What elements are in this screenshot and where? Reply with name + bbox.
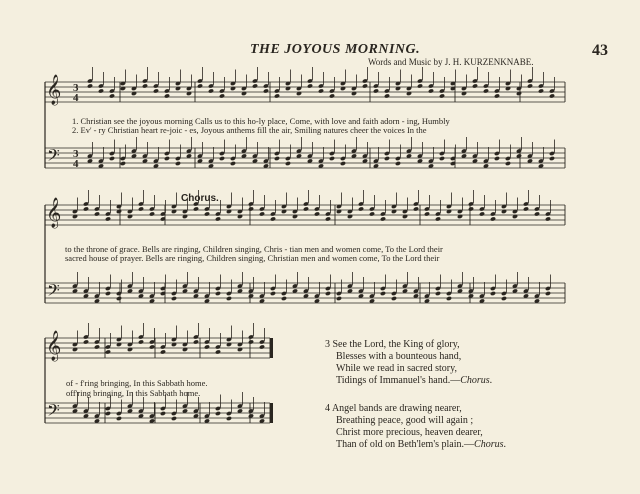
note-head	[395, 161, 401, 166]
note-head	[87, 83, 93, 88]
note-head	[259, 211, 265, 216]
note-head	[215, 291, 221, 296]
note-head	[160, 411, 166, 416]
note-head	[193, 339, 199, 344]
note-head	[435, 291, 441, 296]
lyric-line-s1-1: 1. Christian see the joyous morning Calls us to this ho-ly place, Come, with love and faith adorn - ing, Humbly	[72, 116, 450, 126]
note-head	[138, 339, 144, 344]
note-head	[204, 211, 210, 216]
note-head	[325, 291, 331, 296]
note-head	[538, 88, 544, 93]
note-head	[208, 88, 214, 93]
chorus-ref: Chorus	[474, 439, 504, 450]
note-head	[391, 296, 397, 301]
note-head	[373, 88, 379, 93]
note-head	[439, 156, 445, 161]
note-head	[160, 349, 166, 354]
note-head	[549, 93, 555, 98]
time-signature-bottom: 4	[73, 92, 79, 104]
bass-clef: 𝄢	[47, 280, 60, 304]
note-head	[164, 93, 170, 98]
note-head	[226, 296, 232, 301]
note-head	[149, 344, 155, 349]
note-head	[325, 216, 331, 221]
note-head	[384, 156, 390, 161]
note-head	[193, 206, 199, 211]
note-head	[94, 344, 100, 349]
note-head	[204, 344, 210, 349]
note-head	[153, 88, 159, 93]
note-head	[369, 211, 375, 216]
note-head	[490, 291, 496, 296]
note-head	[197, 83, 203, 88]
note-head	[109, 93, 115, 98]
note-head	[307, 83, 313, 88]
final-barline	[270, 403, 273, 423]
note-head	[149, 211, 155, 216]
treble-clef: 𝄞	[46, 331, 62, 361]
note-head	[116, 296, 122, 301]
note-head	[545, 291, 551, 296]
note-head	[105, 411, 111, 416]
lyric-line-s3-2: off'ring bringing, In this Sabbath home.	[66, 388, 201, 398]
verse-line: 3 See the Lord, the King of glory,	[325, 339, 460, 350]
note-head	[142, 83, 148, 88]
note-head	[501, 296, 507, 301]
note-head	[219, 93, 225, 98]
treble-clef: 𝄞	[46, 75, 62, 105]
time-signature-bottom: 4	[73, 158, 79, 170]
verse-line: 4 Angel bands are drawing nearer,	[325, 403, 462, 414]
note-head	[380, 216, 386, 221]
verse-line-with-chorus: Than of old on Beth'lem's plain.—Chorus.	[336, 439, 506, 450]
chorus-ref: Chorus	[460, 375, 490, 386]
time-signature-top: 3	[73, 82, 79, 94]
note-head	[226, 416, 232, 421]
note-head	[527, 83, 533, 88]
note-head	[523, 206, 529, 211]
note-head	[274, 156, 280, 161]
bass-clef: 𝄢	[47, 400, 60, 424]
note-head	[329, 93, 335, 98]
note-head	[472, 83, 478, 88]
note-head	[314, 211, 320, 216]
note-head	[494, 93, 500, 98]
note-head	[417, 83, 423, 88]
note-head	[259, 344, 265, 349]
verse-line-with-chorus: Tidings of Immanuel's hand.—Chorus.	[336, 375, 493, 386]
note-head	[380, 291, 386, 296]
note-head	[424, 211, 430, 216]
note-head	[534, 211, 540, 216]
note-head	[468, 206, 474, 211]
note-head	[105, 216, 111, 221]
verse-line: Christ more precious, heaven dearer,	[336, 427, 483, 438]
note-head	[252, 83, 258, 88]
note-head	[446, 296, 452, 301]
chorus-label: Chorus.	[181, 193, 219, 204]
note-head	[358, 206, 364, 211]
note-head	[340, 161, 346, 166]
note-head	[318, 88, 324, 93]
note-head	[215, 216, 221, 221]
note-head	[248, 206, 254, 211]
note-head	[490, 216, 496, 221]
page-number: 43	[592, 42, 608, 59]
note-head	[230, 161, 236, 166]
note-head	[545, 216, 551, 221]
note-head	[105, 291, 111, 296]
note-head	[303, 206, 309, 211]
verse-line: While we read in sacred story,	[336, 363, 457, 374]
lyric-line-s3-1: of - f'ring bringing, In this Sabbath home.	[66, 378, 208, 388]
hymn-title: THE JOYOUS MORNING.	[250, 42, 421, 57]
note-head	[362, 83, 368, 88]
time-signature-top: 3	[73, 148, 79, 160]
note-head	[83, 339, 89, 344]
note-head	[219, 156, 225, 161]
note-head	[164, 156, 170, 161]
lyric-line-s2-2: sacred house of prayer. Bells are ringing, Children singing, Christian men and women come, To the Lord their	[65, 253, 440, 263]
note-head	[171, 416, 177, 421]
note-head	[384, 93, 390, 98]
note-head	[336, 296, 342, 301]
verse-line: Blesses with a bounteous hand,	[336, 351, 462, 362]
verse-line: Breathing peace, good will again ;	[336, 415, 474, 426]
note-head	[439, 93, 445, 98]
note-head	[98, 88, 104, 93]
note-head	[83, 206, 89, 211]
verse-line: Than of old on Beth'lem's plain.	[336, 439, 465, 450]
lyric-line-s2-1: to the throne of grace. Bells are ringing, Children singing, Chris - tian men and women come, To the Lord their	[65, 244, 443, 254]
note-head	[175, 161, 181, 166]
note-head	[274, 93, 280, 98]
note-head	[285, 161, 291, 166]
note-head	[483, 88, 489, 93]
composer-credit: Words and Music by J. H. KURZENKNABE.	[368, 57, 534, 67]
note-head	[549, 156, 555, 161]
verse-line: Tidings of Immanuel's hand.	[336, 375, 451, 386]
note-head	[270, 216, 276, 221]
note-head	[479, 211, 485, 216]
note-head	[94, 211, 100, 216]
note-head	[329, 156, 335, 161]
note-head	[138, 206, 144, 211]
note-head	[116, 416, 122, 421]
note-head	[435, 216, 441, 221]
note-head	[105, 349, 111, 354]
note-head	[270, 291, 276, 296]
note-head	[171, 296, 177, 301]
note-head	[263, 88, 269, 93]
note-head	[120, 161, 126, 166]
note-head	[215, 349, 221, 354]
note-head	[248, 339, 254, 344]
note-head	[413, 206, 419, 211]
note-head	[215, 411, 221, 416]
final-barline	[270, 338, 273, 358]
note-head	[505, 161, 511, 166]
note-head	[281, 296, 287, 301]
note-head	[109, 156, 115, 161]
note-head	[494, 156, 500, 161]
lyric-line-s1-2: 2. Ev' - ry Christian heart re-joic - es, Joyous anthems fill the air, Smiling natures cheer the voices In the	[72, 125, 427, 135]
bass-clef: 𝄢	[47, 145, 60, 169]
treble-clef: 𝄞	[46, 198, 62, 228]
note-head	[428, 88, 434, 93]
